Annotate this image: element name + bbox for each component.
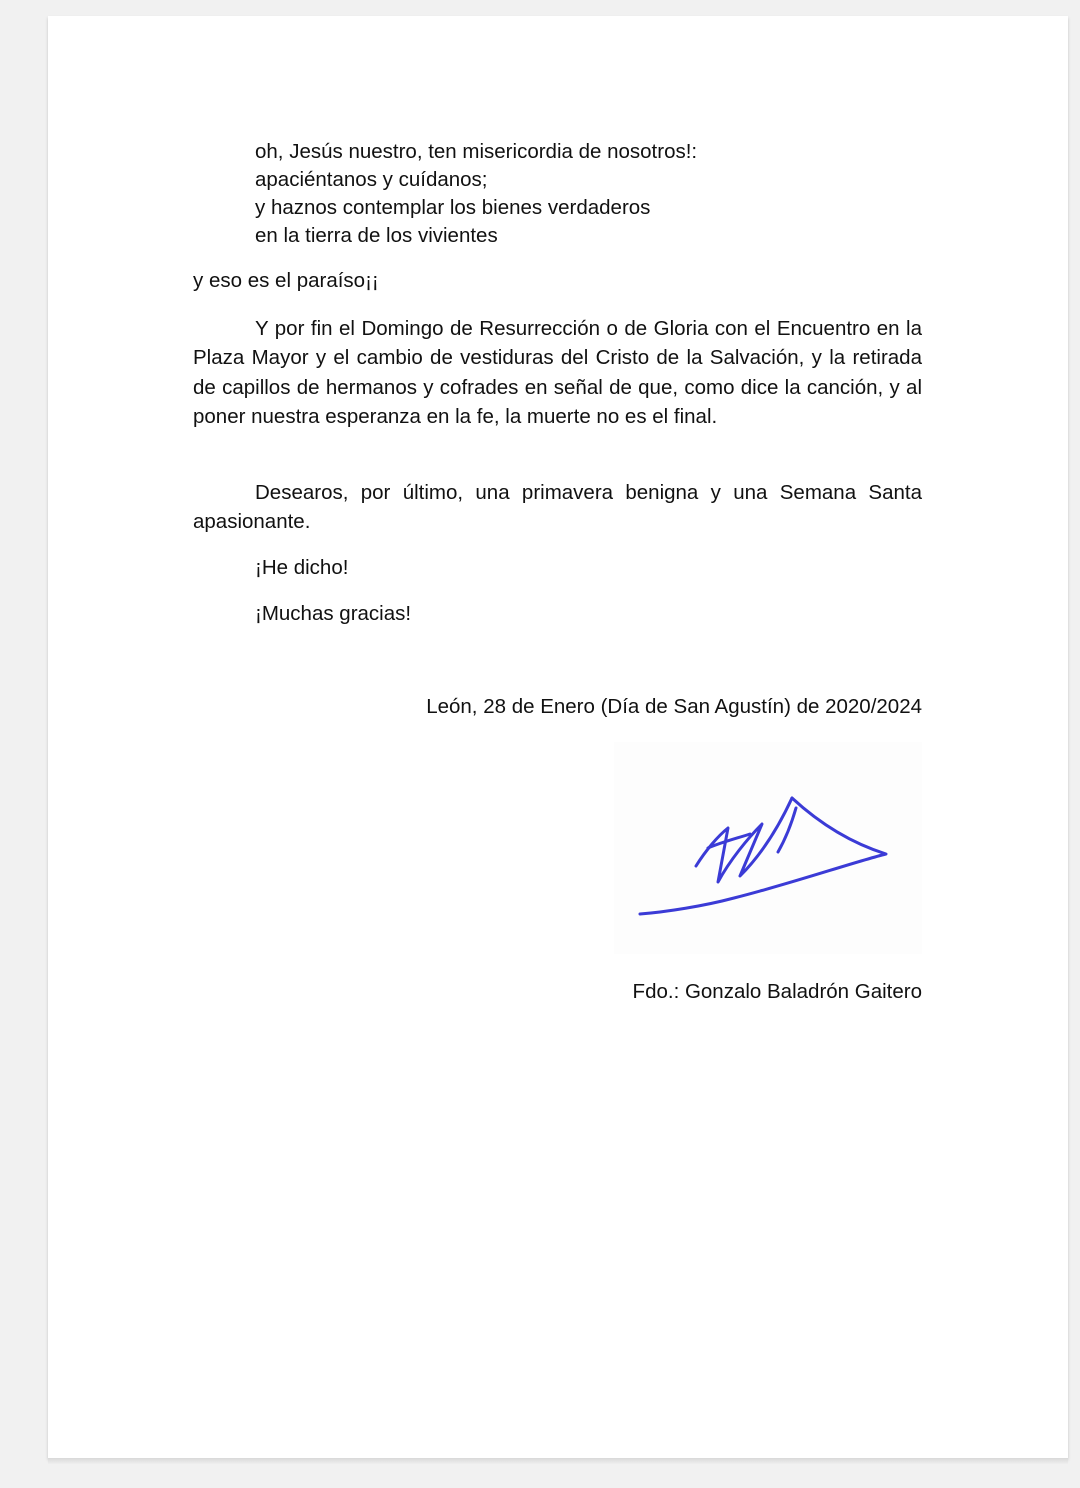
paragraph-resurrection: Y por fin el Domingo de Resurrección o de Gloria con el Encuentro en la Plaza Mayor y el cambio de vestiduras del Cristo de la Salvación, y la retirada de capillos de hermanos y cofrades en señal de que, como dice la canción, y al poner nuestra esperanza en la fe, la muerte no es el final. bbox=[193, 317, 922, 428]
closing-he-dicho: ¡He dicho! bbox=[255, 556, 349, 579]
verse-line: y haznos contemplar los bienes verdaderos bbox=[255, 196, 651, 219]
place-date: León, 28 de Enero (Día de San Agustín) de 2020/2024 bbox=[426, 695, 922, 718]
signer-name: Fdo.: Gonzalo Baladrón Gaitero bbox=[632, 980, 922, 1003]
verse-line: oh, Jesús nuestro, ten misericordia de nosotros!: bbox=[255, 140, 698, 163]
page-shadow bbox=[48, 1458, 1068, 1464]
after-verse-line: y eso es el paraíso¡¡ bbox=[193, 269, 379, 292]
verse-line: en la tierra de los vivientes bbox=[255, 224, 498, 247]
paragraph-wishes: Desearos, por último, una primavera benigna y una Semana Santa apasionante. bbox=[193, 481, 922, 534]
signature-area bbox=[614, 742, 922, 954]
closing-muchas-gracias: ¡Muchas gracias! bbox=[255, 602, 412, 625]
verse-block bbox=[255, 138, 697, 250]
signature-image bbox=[614, 742, 922, 954]
verse-line: apaciéntanos y cuídanos; bbox=[255, 168, 488, 191]
